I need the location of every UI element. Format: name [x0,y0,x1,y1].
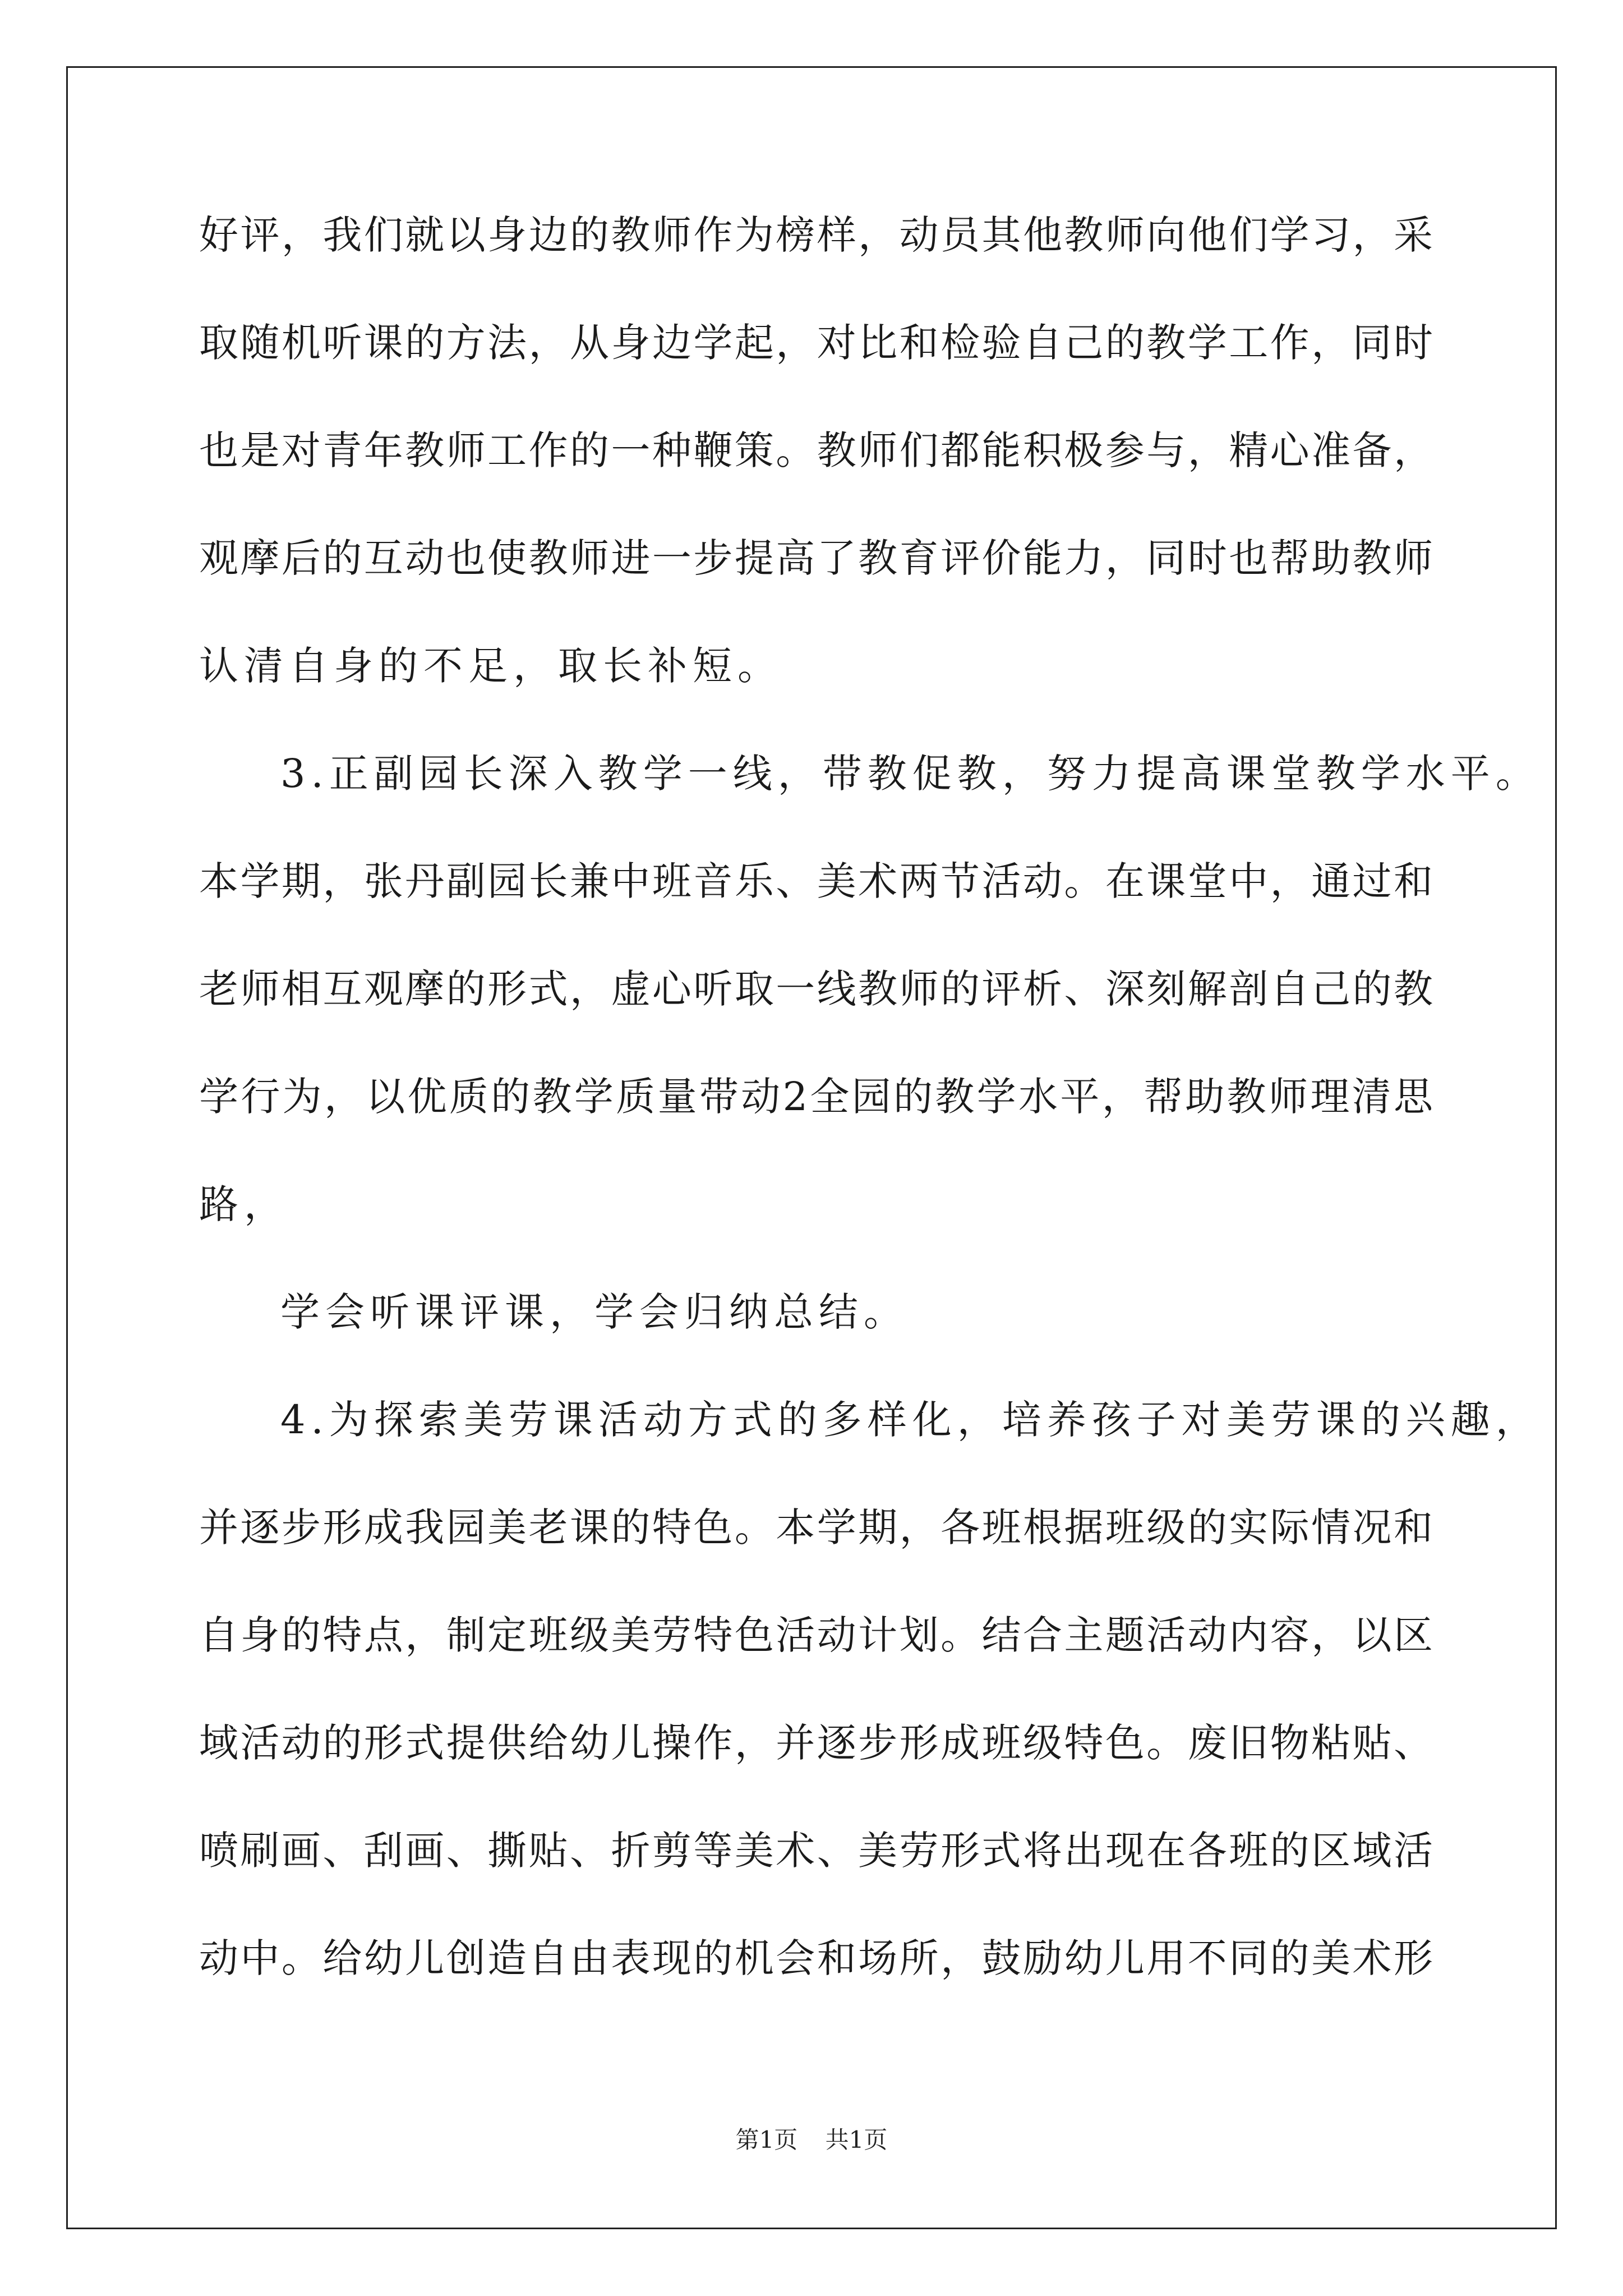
text-line-12: 4.为探索美劳课活动方式的多样化，培养孩子对美劳课的兴趣， [280,1397,1541,1443]
text-line-13: 并逐步形成我园美老课的特色。本学期，各班根据班级的实际情况和 [199,1504,1433,1550]
text-line-14: 自身的特点，制定班级美劳特色活动计划。结合主题活动内容，以区 [199,1612,1433,1658]
text-line-1: 好评，我们就以身边的教师作为榜样，动员其他教师向他们学习，采 [199,212,1433,258]
text-line-8: 老师相互观摩的形式，虚心听取一线教师的评析、深刻解剖自己的教 [199,966,1433,1012]
text-line-4: 观摩后的互动也使教师进一步提高了教育评价能力，同时也帮助教师 [199,535,1433,581]
page-footer [0,2126,1623,2154]
document-body [199,212,1541,2044]
text-line-7: 本学期，张丹副园长兼中班音乐、美术两节活动。在课堂中，通过和 [199,858,1433,904]
text-line-11: 学会听课评课，学会归纳总结。 [280,1289,909,1335]
text-line-17: 动中。给幼儿创造自由表现的机会和场所，鼓励幼儿用不同的美术形 [199,1935,1433,1981]
text-line-2: 取随机听课的方法，从身边学起，对比和检验自己的教学工作，同时 [199,320,1433,366]
page-number-current: 第1页 [735,2126,798,2154]
text-line-16: 喷刷画、刮画、撕贴、折剪等美术、美劳形式将出现在各班的区域活 [199,1828,1433,1874]
text-line-9: 学行为，以优质的教学质量带动2全园的教学水平，帮助教师理清思 [199,1074,1433,1120]
text-line-6: 3.正副园长深入教学一线，带教促教，努力提高课堂教学水平。 [280,751,1541,797]
text-line-15: 域活动的形式提供给幼儿操作，并逐步形成班级特色。废旧物粘贴、 [199,1720,1433,1766]
text-line-5: 认清自身的不足，取长补短。 [199,643,782,689]
text-line-3: 也是对青年教师工作的一种鞭策。教师们都能积极参与，精心准备， [199,427,1433,473]
text-line-10: 路， [199,1181,289,1227]
page-number-total: 共1页 [825,2126,888,2154]
